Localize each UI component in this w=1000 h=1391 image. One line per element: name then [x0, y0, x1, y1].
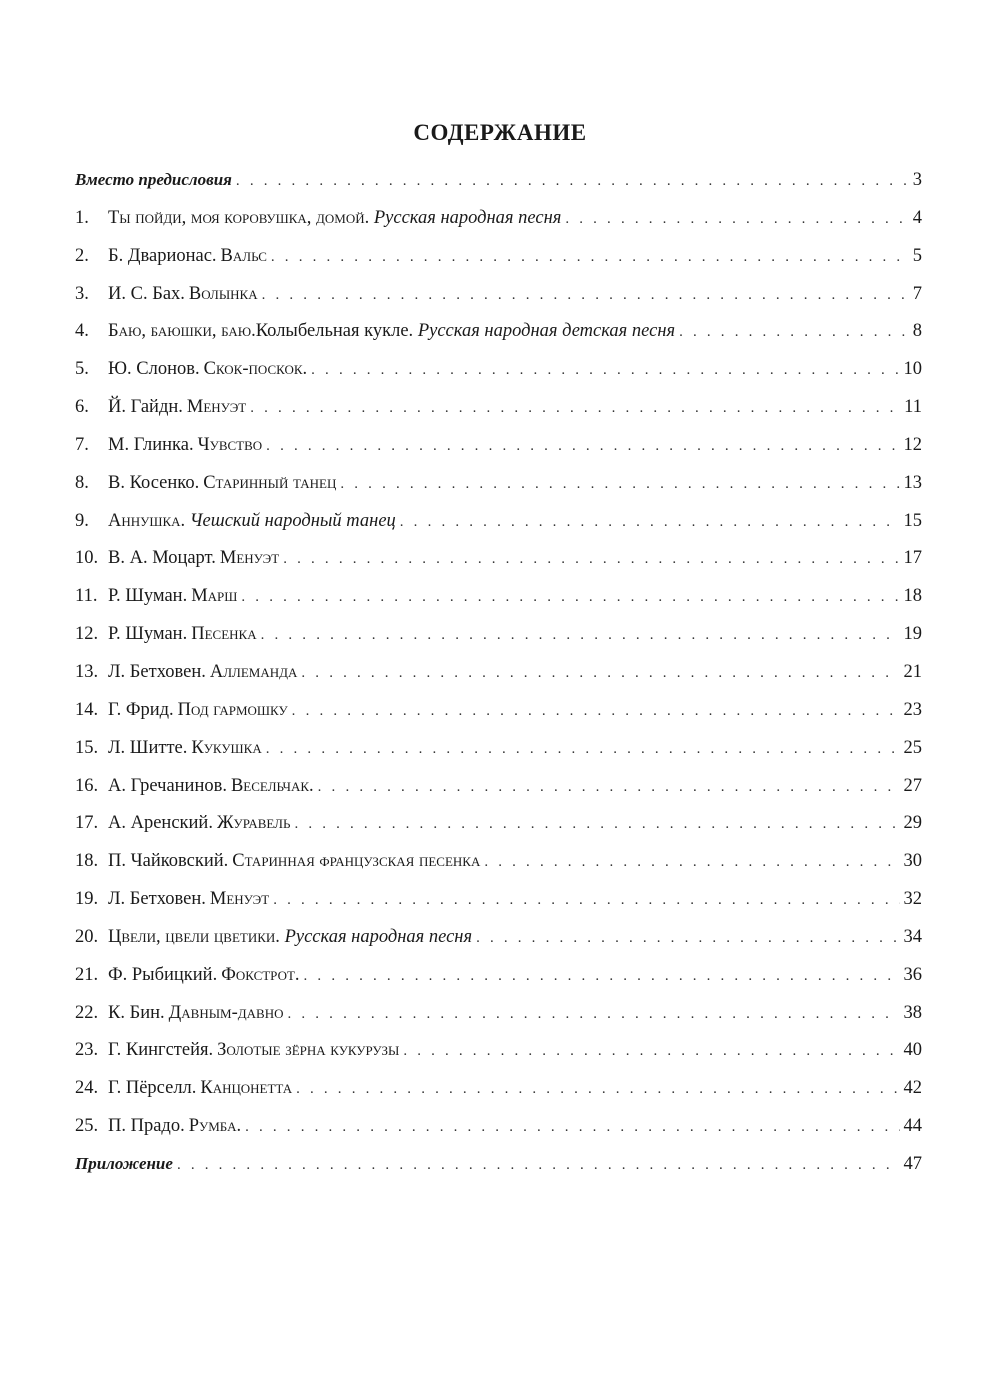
- entry-title: Старинная французская песенка: [232, 851, 481, 872]
- entry-number: 11.: [75, 586, 98, 607]
- leader-dots: [679, 324, 909, 341]
- appendix-label: Приложение: [75, 1153, 173, 1173]
- entry-composer: М. Глинка.: [108, 434, 194, 455]
- entry-number: 19.: [75, 889, 99, 910]
- entry-title: Менуэт: [186, 397, 247, 418]
- entry-title: Волынка: [188, 283, 258, 304]
- toc-entry[interactable]: [75, 1116, 922, 1154]
- entry-title: Ты пойди, моя коровушка, домой.: [108, 207, 370, 228]
- leader-dots: [266, 741, 900, 758]
- page-number: 29: [903, 813, 922, 834]
- toc-entry[interactable]: [75, 927, 922, 965]
- leader-dots: [271, 249, 909, 266]
- entry-composer: П. Чайковский.: [108, 851, 229, 872]
- page-number: 5: [912, 245, 922, 266]
- entry-title: Баю, баюшки, баю.: [108, 321, 256, 342]
- entry-number: 23.: [75, 1040, 99, 1061]
- leader-dots: [296, 1081, 899, 1098]
- page-number: 38: [903, 1002, 922, 1023]
- entry-number: 14.: [75, 699, 99, 720]
- entry-composer: А. Гречанинов.: [108, 775, 227, 796]
- page-number: 40: [903, 1040, 922, 1061]
- entry-number: 12.: [75, 624, 99, 645]
- toc-entry[interactable]: [75, 473, 922, 511]
- entry-title: Менуэт: [219, 548, 280, 569]
- entry-composer: Г. Кингстейя.: [108, 1040, 214, 1061]
- toc-entry[interactable]: [75, 208, 922, 246]
- entry-title: Весельчак.: [230, 775, 314, 796]
- entry-title: Фокстрот.: [221, 964, 300, 985]
- toc-entry[interactable]: [75, 1078, 922, 1116]
- leader-dots: [292, 703, 900, 720]
- page-number: 11: [904, 397, 922, 418]
- entry-number: 22.: [75, 1002, 99, 1023]
- page-number: 8: [912, 321, 922, 342]
- leader-dots: [311, 362, 899, 379]
- entry-note: Чешский народный танец: [189, 510, 396, 531]
- entry-title: Чувство: [197, 434, 263, 455]
- entry-composer: Ф. Рыбицкий.: [108, 964, 218, 985]
- leader-dots: [294, 816, 899, 833]
- entry-number: 7.: [75, 434, 89, 455]
- entry-number: 6.: [75, 397, 89, 418]
- page-number: 36: [903, 964, 922, 985]
- entry-composer: Р. Шуман.: [108, 624, 188, 645]
- entry-composer: В. А. Моцарт.: [108, 548, 216, 569]
- page-title: СОДЕРЖАНИЕ: [413, 120, 587, 145]
- entry-title: Под гармошку: [177, 699, 288, 720]
- toc-entry[interactable]: [75, 738, 922, 776]
- leader-dots: [273, 892, 899, 909]
- toc-entry[interactable]: [75, 511, 922, 549]
- toc-entry[interactable]: [75, 548, 922, 586]
- page-number: 21: [903, 661, 922, 682]
- toc-entry[interactable]: [75, 586, 922, 624]
- entry-title: Вальс: [220, 245, 267, 266]
- toc-entry[interactable]: [75, 700, 922, 738]
- leader-dots: [236, 173, 909, 190]
- page-number: 27: [903, 775, 922, 796]
- entry-composer: К. Бин.: [108, 1002, 165, 1023]
- entry-composer: Г. Пёрселл.: [108, 1078, 197, 1099]
- entry-title: Менуэт: [209, 889, 270, 910]
- entry-number: 10.: [75, 548, 99, 569]
- leader-dots: [266, 438, 899, 455]
- entry-composer: А. Аренский.: [108, 813, 213, 834]
- entry-title: Аннушка.: [108, 510, 186, 531]
- entry-composer: Б. Дварионас.: [108, 245, 217, 266]
- page-number: 4: [912, 207, 922, 228]
- entry-number: 4.: [75, 321, 89, 342]
- entry-number: 25.: [75, 1116, 99, 1137]
- leader-dots: [400, 514, 900, 531]
- leader-dots: [287, 1006, 899, 1023]
- entry-composer: Л. Шитте.: [108, 737, 188, 758]
- entry-number: 17.: [75, 813, 99, 834]
- leader-dots: [484, 854, 899, 871]
- leader-dots: [250, 400, 900, 417]
- entry-number: 18.: [75, 851, 99, 872]
- toc-entry[interactable]: [75, 1040, 922, 1078]
- page-number: 3: [912, 170, 922, 190]
- toc-entry[interactable]: [75, 397, 922, 435]
- leader-dots: [261, 627, 900, 644]
- leader-dots: [476, 930, 899, 947]
- entry-number: 21.: [75, 964, 99, 985]
- page-number: 7: [912, 283, 922, 304]
- entry-composer: Р. Шуман.: [108, 586, 188, 607]
- toc-entry[interactable]: [75, 889, 922, 927]
- page-number: 34: [903, 926, 922, 947]
- page-number: 13: [903, 472, 922, 493]
- entry-title: Старинный танец: [203, 472, 337, 493]
- toc-entry[interactable]: [75, 1003, 922, 1041]
- entry-note: Русская народная детская песня: [417, 321, 676, 342]
- entry-number: 1.: [75, 207, 89, 228]
- leader-dots: [245, 1119, 899, 1136]
- page-number: 18: [903, 586, 922, 607]
- entry-note: Русская народная песня: [373, 207, 562, 228]
- entry-number: 2.: [75, 245, 89, 266]
- entry-number: 16.: [75, 775, 99, 796]
- entry-title: Песенка: [191, 624, 257, 645]
- entry-composer: П. Прадо.: [108, 1116, 185, 1137]
- page-number: 25: [903, 737, 922, 758]
- toc-entry[interactable]: [75, 662, 922, 700]
- entry-subtitle: Колыбельная кукле.: [255, 321, 414, 342]
- leader-dots: [177, 1157, 900, 1174]
- entry-composer: Ю. Слонов.: [108, 359, 200, 380]
- entry-number: 3.: [75, 283, 89, 304]
- page-number: 17: [903, 548, 922, 569]
- entry-title: Журавель: [216, 813, 291, 834]
- page-number: 15: [903, 510, 922, 531]
- page-number: 23: [903, 699, 922, 720]
- entry-composer: Л. Бетховен.: [108, 889, 206, 910]
- entry-composer: Й. Гайдн.: [108, 397, 183, 418]
- page-number: 19: [903, 624, 922, 645]
- page-number: 10: [903, 359, 922, 380]
- entry-composer: Г. Фрид.: [108, 699, 174, 720]
- entry-number: 5.: [75, 359, 89, 380]
- entry-title: Цвели, цвели цветики.: [108, 926, 280, 947]
- toc-entry[interactable]: [75, 246, 922, 284]
- toc-appendix[interactable]: [75, 1154, 922, 1192]
- entry-title: Золотые зёрна кукурузы: [217, 1040, 400, 1061]
- page-number: 12: [903, 434, 922, 455]
- leader-dots: [262, 287, 909, 304]
- preface-label: Вместо предисловия: [75, 170, 232, 189]
- leader-dots: [241, 589, 899, 606]
- toc-entry[interactable]: [75, 776, 922, 814]
- leader-dots: [283, 551, 899, 568]
- entry-number: 24.: [75, 1078, 99, 1099]
- toc-preface[interactable]: [75, 170, 922, 208]
- entry-title: Скок-поскок.: [203, 359, 308, 380]
- entry-title: Кукушка: [191, 737, 262, 758]
- entry-title: Давным-давно: [168, 1002, 284, 1023]
- toc-entry[interactable]: [75, 624, 922, 662]
- entry-title: Румба.: [188, 1116, 242, 1137]
- leader-dots: [304, 968, 900, 985]
- toc-entry[interactable]: [75, 965, 922, 1003]
- toc-entry[interactable]: [75, 284, 922, 322]
- toc-entry[interactable]: [75, 321, 922, 359]
- entry-composer: Л. Бетховен.: [108, 661, 206, 682]
- leader-dots: [565, 211, 908, 228]
- leader-dots: [301, 665, 899, 682]
- entry-composer: И. С. Бах.: [108, 283, 185, 304]
- entry-number: 13.: [75, 661, 99, 682]
- entry-composer: В. Косенко.: [108, 472, 200, 493]
- toc-entry[interactable]: [75, 359, 922, 397]
- entry-note: Русская народная песня: [284, 926, 473, 947]
- page-number: 44: [903, 1116, 922, 1137]
- entry-number: 20.: [75, 926, 99, 947]
- entry-title: Канцонетта: [200, 1078, 293, 1099]
- leader-dots: [340, 476, 899, 493]
- entry-number: 9.: [75, 510, 89, 531]
- page-number: 32: [903, 889, 922, 910]
- page-number: 42: [903, 1078, 922, 1099]
- toc-entry[interactable]: [75, 435, 922, 473]
- table-of-contents: [75, 170, 922, 1192]
- entry-number: 15.: [75, 737, 99, 758]
- page-number: 30: [903, 851, 922, 872]
- entry-number: 8.: [75, 472, 89, 493]
- leader-dots: [318, 779, 900, 796]
- toc-entry[interactable]: [75, 851, 922, 889]
- page-number: 47: [903, 1153, 922, 1174]
- entry-title: Аллеманда: [209, 661, 298, 682]
- toc-entry[interactable]: [75, 813, 922, 851]
- leader-dots: [403, 1043, 899, 1060]
- entry-title: Марш: [191, 586, 238, 607]
